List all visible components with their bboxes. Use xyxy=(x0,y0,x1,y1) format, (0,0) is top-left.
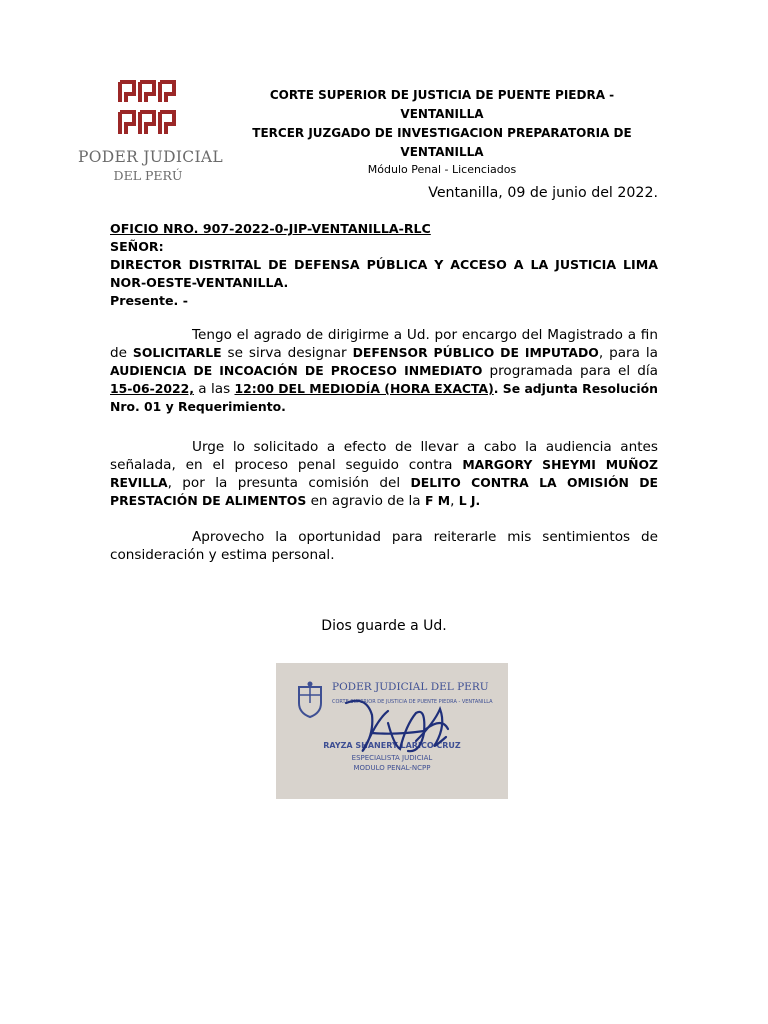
poder-judicial-emblem-icon xyxy=(116,78,180,138)
logo-title: PODER JUDICIAL xyxy=(78,148,223,166)
stamp-institution: PODER JUDICIAL DEL PERU xyxy=(332,681,489,693)
stamp-role: ESPECIALISTA JUDICIAL xyxy=(351,754,433,762)
paragraph-request xyxy=(110,326,658,416)
court-module: Módulo Penal - Licenciados xyxy=(367,163,517,176)
text-run: Tengo el agrado de dirigirme a Ud. por encargo del Magistrado a fin de xyxy=(110,327,658,361)
offense: DELITO CONTRA LA OMISIÓN DE PRESTACIÓN DE ALIMENTOS xyxy=(110,475,658,508)
bold-run: SOLICITARLE xyxy=(132,345,222,360)
stamp-name: RAYZA SHANERY LARICO CRUZ xyxy=(323,741,461,750)
bold-run: L J. xyxy=(458,493,481,508)
court-location: VENTANILLA xyxy=(400,145,484,159)
paragraph-urgency xyxy=(110,438,658,510)
handwritten-signature xyxy=(276,663,508,799)
defendant-name: MARGORY SHEYMI MUÑOZ REVILLA xyxy=(110,457,659,490)
text-run: se sirva designar xyxy=(221,345,353,361)
signature-stamp xyxy=(276,663,508,799)
stamp-court: CORTE SUPERIOR DE JUSTICIA DE PUENTE PIEDRA - VENTANILLA xyxy=(332,699,493,705)
recipient: DIRECTOR DISTRITAL DE DEFENSA PÚBLICA Y ACCESO A LA JUSTICIA LIMA NOR-OESTE-VENTANILLA. xyxy=(110,257,658,290)
paragraph-closing xyxy=(110,528,658,564)
document-header xyxy=(228,86,656,177)
text-run: en agravio de la xyxy=(306,493,425,509)
text-run: Urge lo solicitado a efecto de llevar a cabo la audiencia antes señalada, en el proceso penal seguido contra xyxy=(110,439,658,473)
poder-judicial-logo xyxy=(78,78,223,186)
oficio-number: OFICIO NRO. 907-2022-0-JIP-VENTANILLA-RLC xyxy=(110,221,431,236)
court-name: CORTE SUPERIOR DE JUSTICIA DE PUENTE PIEDRA - VENTANILLA xyxy=(269,88,615,121)
bold-run: F M xyxy=(424,493,451,508)
salutation: SEÑOR: xyxy=(110,239,164,254)
bold-run: DEFENSOR PÚBLICO DE IMPUTADO xyxy=(352,345,599,360)
hearing-time: 12:00 DEL MEDIODÍA (HORA EXACTA) xyxy=(234,381,494,396)
text-run: , por la presunta comisión del xyxy=(167,475,411,491)
document-date: Ventanilla, 09 de junio del 2022. xyxy=(428,185,658,201)
hearing-date: 15-06-2022, xyxy=(110,381,194,396)
stamp-module: MODULO PENAL-NCPP xyxy=(353,764,431,772)
presente: Presente. - xyxy=(110,293,188,308)
bold-run: AUDIENCIA DE INCOACIÓN DE PROCESO INMEDIATO xyxy=(110,363,483,378)
closing-line: Dios guarde a Ud. xyxy=(321,618,447,634)
address-block xyxy=(110,220,658,310)
court-division: TERCER JUZGADO DE INVESTIGACION PREPARATORIA DE xyxy=(252,126,632,140)
text-run: a las xyxy=(193,381,235,397)
text-run: Aprovecho la oportunidad para reiterarle mis sentimientos de consideración y estima personal. xyxy=(110,529,658,563)
bold-run: . Se adjunta Resolución Nro. 01 y Requerimiento. xyxy=(110,381,658,414)
text-run: , para la xyxy=(598,345,658,361)
text-run: programada para el día xyxy=(482,363,658,379)
text-run: , xyxy=(450,493,459,509)
logo-subtitle: DEL PERÚ xyxy=(113,168,183,183)
